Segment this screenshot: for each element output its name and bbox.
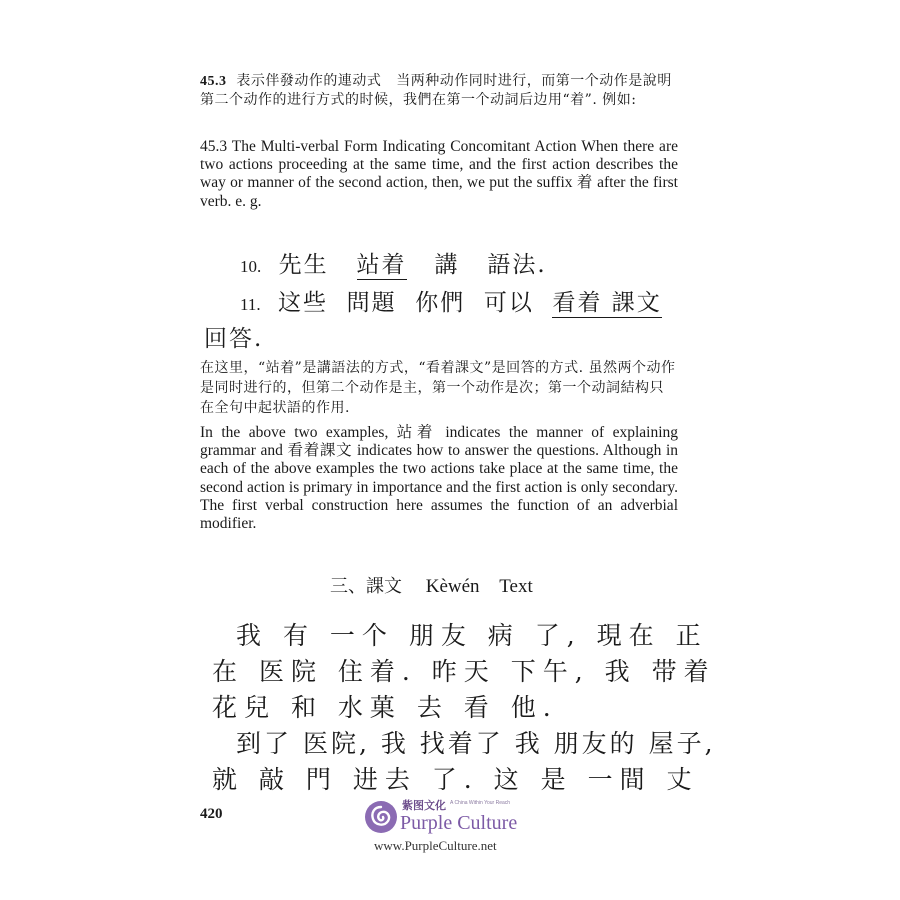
example-number: 10. [240, 257, 262, 276]
example-word: 你們 [415, 290, 466, 316]
watermark-brand-name: Purple Culture [400, 812, 518, 834]
example-word: 語法. [487, 252, 547, 278]
example-sentence-10 [240, 246, 547, 279]
watermark-cn-text: 紫图文化 [402, 799, 446, 812]
purple-culture-watermark [364, 796, 534, 856]
section-zh-title: 表示伴發动作的連动式 [236, 73, 382, 89]
watermark-url: www.PurpleCulture.net [374, 838, 497, 853]
section-en-paragraph [200, 138, 678, 211]
explanation-en: In the above two examples, 站着 indicates the manner of explaining grammar and 看着課文 indicates how to answer the questions. Although in each of the above examples the two actions take place at the same time, the second action is primary in importance and the first action is only secondary. The first verbal construction here assumes the function of an adverbial modifier. [200, 424, 678, 533]
example-word: 講 [434, 252, 460, 278]
text-heading-en: Text [499, 576, 533, 597]
example-continuation: 回答. [204, 326, 264, 352]
watermark-tagline: A China Within Your Reach [450, 800, 511, 806]
section-zh-body: 当两种动作同时进行，而第一个动作是說明第二个动作的进行方式的时候，我們在第一个动詞后边用“着”. 例如: [200, 73, 672, 108]
text-heading [330, 572, 533, 598]
example-word-underlined: 站着 [356, 252, 407, 278]
example-word: 問題 [346, 290, 397, 316]
purple-culture-logo-icon [364, 800, 398, 834]
text-heading-zh: 三、課文 [330, 576, 402, 597]
example-word: 先生 [278, 252, 329, 278]
section-en-body: The Multi-verbal Form Indicating Concomitant Action When there are two actions proceeding at the same time, and the first action describes the way or manner of the second action, then, we put the suffix 着 after the first verb. e. g. [200, 138, 678, 210]
text-line: 我 有 一个 朋友 病 了, 現在 正 [236, 621, 708, 650]
text-line: 到了 医院, 我 找着了 我 朋友的 屋子, [236, 729, 716, 758]
example-word: 可以 [483, 290, 534, 316]
example-word-underlined: 看着 課文 [552, 290, 662, 316]
example-word: 这些 [277, 290, 328, 316]
text-line: 花兒 和 水菓 去 看 他. [212, 693, 558, 722]
explanation-zh: 在这里，“站着”是講語法的方式，“看着課文”是回答的方式. 虽然两个动作是同时进行的，但第二个动作是主，第一个动作是次；第一个动詞結构只在全句中起状語的作用. [200, 360, 676, 416]
text-heading-pinyin: Kèwén [425, 576, 480, 597]
section-en-number: 45.3 [200, 138, 228, 155]
example-sentence-11 [240, 284, 662, 317]
page-number: 420 [200, 806, 223, 822]
text-line: 就 敲 門 进去 了. 这 是 一間 丈 [212, 765, 699, 794]
section-zh-paragraph [200, 72, 678, 110]
section-zh-number: 45.3 [200, 74, 227, 89]
example-number: 11. [240, 295, 261, 314]
text-line: 在 医院 住着. 昨天 下午, 我 带着 [212, 657, 716, 686]
